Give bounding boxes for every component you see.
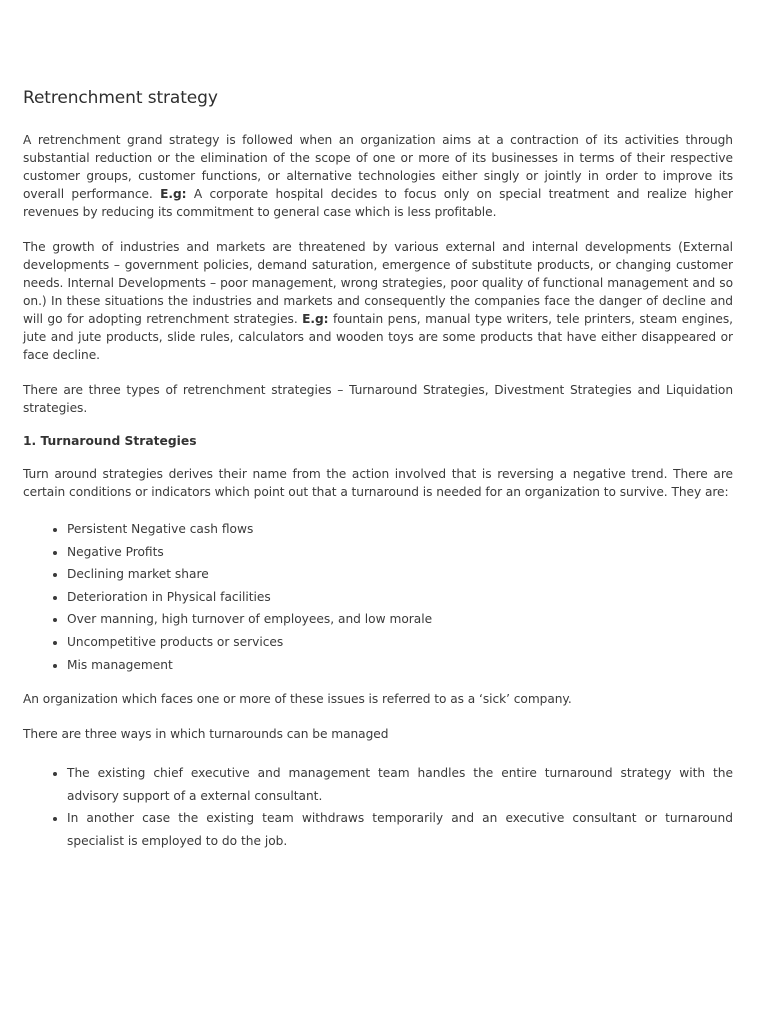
sick-company-paragraph: An organization which faces one or more of these issues is referred to as a ‘sick’ company. bbox=[23, 692, 572, 707]
page-title: Retrenchment strategy bbox=[23, 88, 218, 108]
list-item: • Negative Profits bbox=[67, 541, 733, 564]
list-item: • The existing chief executive and management team handles the entire turnaround strategy with the advisory support of a external consultant. bbox=[67, 762, 733, 807]
intro-example-label: E.g: bbox=[160, 187, 187, 201]
threats-example-label: E.g: bbox=[302, 312, 329, 326]
list-item: • Uncompetitive products or services bbox=[67, 631, 733, 654]
list-item: • Deterioration in Physical facilities bbox=[67, 586, 733, 609]
list-item: • Persistent Negative cash flows bbox=[67, 518, 733, 541]
intro-paragraph bbox=[23, 131, 733, 221]
section-heading-turnaround: 1. Turnaround Strategies bbox=[23, 434, 197, 448]
types-paragraph: There are three types of retrenchment strategies – Turnaround Strategies, Divestment Strategies and Liquidation strategies. bbox=[23, 383, 733, 415]
turnaround-paragraph: Turn around strategies derives their name from the action involved that is reversing a negative trend. There are certain conditions or indicators which point out that a turnaround is needed for an organization to survive. They are: bbox=[23, 467, 733, 499]
list-item: • In another case the existing team withdraws temporarily and an executive consultant or turnaround specialist is employed to do the job. bbox=[67, 807, 733, 852]
list-item: • Over manning, high turnover of employees, and low morale bbox=[67, 608, 733, 631]
intro-text-a: A retrenchment grand strategy is followed when an organization aims at a contraction of its activities through substantial reduction or the elimination of the scope of one or more of its businesses in terms of their respective customer groups, customer functions, or alternative technologies either singly or jointly in order to improve its overall performance. bbox=[23, 133, 733, 201]
ways-intro-paragraph: There are three ways in which turnarounds can be managed bbox=[23, 727, 389, 742]
article-body bbox=[23, 88, 733, 867]
indicator-list bbox=[23, 518, 733, 676]
ways-list bbox=[23, 762, 733, 852]
intro-text-b: A corporate hospital decides to focus only on special treatment and realize higher revenues by reducing its commitment to general case which is less profitable. bbox=[23, 187, 733, 219]
list-item: • Declining market share bbox=[67, 563, 733, 586]
threats-text-b: fountain pens, manual type writers, tele printers, steam engines, jute and jute products, slide rules, calculators and wooden toys are some products that have either disappeared or face decline. bbox=[23, 312, 733, 362]
threats-text-a: The growth of industries and markets are threatened by various external and internal developments (External developments – government policies, demand saturation, emergence of substitute products, or changing customer needs. Internal Developments – poor management, wrong strategies, poor quality of functional management and so on.) In these situations the industries and markets and consequently the companies face the danger of decline and will go for adopting retrenchment strategies. bbox=[23, 240, 733, 326]
list-item: • Mis management bbox=[67, 654, 733, 677]
threats-paragraph bbox=[23, 238, 733, 364]
